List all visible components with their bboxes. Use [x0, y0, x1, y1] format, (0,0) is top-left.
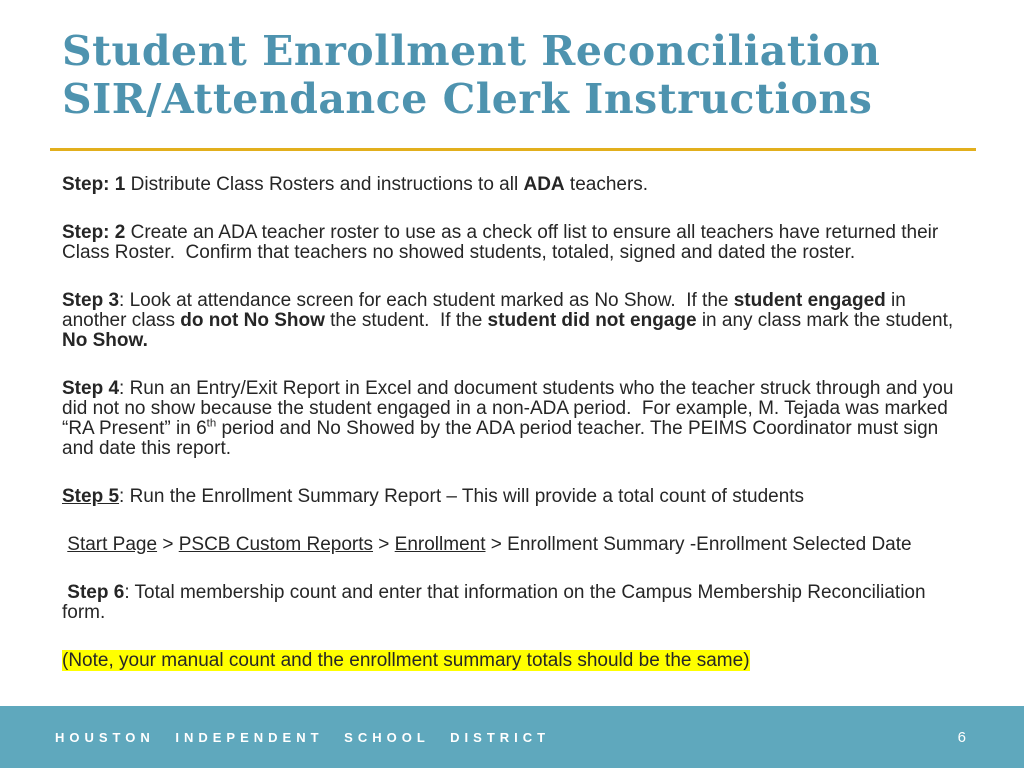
text-segment: : Run an Entry/Exit Report in Excel and document students who the teacher struck through and you did not no show because the student engaged in a non-ADA period. For example, M. Tejada was marked “RA Present” in 6 — [62, 377, 959, 439]
footer-bar — [0, 706, 1024, 768]
text-segment: > — [373, 533, 395, 555]
text-segment: No Show. — [62, 329, 148, 351]
text-segment: Step 4 — [62, 377, 120, 399]
title-line-2: SIR/Attendance Clerk Instructions — [62, 74, 873, 123]
text-segment: Enrollment — [394, 533, 486, 555]
text-segment: ADA — [523, 173, 565, 195]
text-segment: : Look at attendance screen for each student marked as No Show. If the — [119, 289, 734, 311]
text-segment: teachers. — [564, 173, 649, 195]
step-1-paragraph — [62, 175, 962, 195]
step-2-paragraph — [62, 223, 962, 263]
text-segment: in any class mark the student, — [696, 309, 959, 331]
report-path-line — [62, 535, 962, 555]
text-segment: student engaged — [733, 289, 886, 311]
text-segment: Distribute Class Rosters and instructions to all — [125, 173, 524, 195]
text-segment: PSCB Custom Reports — [178, 533, 374, 555]
text-segment: > Enrollment Summary -Enrollment Selected Date — [485, 533, 912, 555]
text-segment: : Total membership count and enter that information on the Campus Membership Reconciliation form. — [62, 581, 931, 623]
district-name: HOUSTON INDEPENDENT SCHOOL DISTRICT — [55, 729, 551, 745]
instructions-body — [0, 151, 962, 671]
step-3-paragraph — [62, 291, 962, 351]
text-segment: do not No Show — [180, 309, 325, 331]
step-5-paragraph — [62, 487, 962, 507]
page-title — [62, 28, 976, 124]
text-segment: student did not engage — [487, 309, 697, 331]
text-segment: Step 5 — [62, 485, 120, 507]
text-segment: Step 3 — [62, 289, 120, 311]
text-segment: the student. If the — [324, 309, 488, 331]
text-segment: : Run the Enrollment Summary Report – This will provide a total count of students — [119, 485, 805, 507]
title-block — [0, 0, 1024, 151]
step-4-paragraph — [62, 379, 962, 459]
text-segment: in another class — [62, 289, 912, 331]
text-segment: Create an ADA teacher roster to use as a check off list to ensure all teachers have returned their Class Roster. Confirm that teachers no showed students, totaled, signed and dated the roster. — [62, 221, 944, 263]
text-segment: Step: 1 — [62, 173, 126, 195]
text-segment: th — [206, 417, 217, 430]
text-segment: Start Page — [67, 533, 158, 555]
step-6-paragraph — [62, 583, 962, 623]
note-highlight-line — [62, 651, 962, 671]
text-segment: Step: 2 — [62, 221, 126, 243]
title-line-1: Student Enrollment Reconciliation — [62, 27, 881, 75]
page-number: 6 — [957, 728, 966, 746]
text-segment: > — [157, 533, 179, 555]
text-segment: (Note, your manual count and the enrollment summary totals should be the same) — [62, 649, 750, 671]
text-segment: Step 6 — [67, 581, 125, 603]
text-segment: period and No Showed by the ADA period teacher. The PEIMS Coordinator must sign and date this report. — [62, 417, 944, 459]
